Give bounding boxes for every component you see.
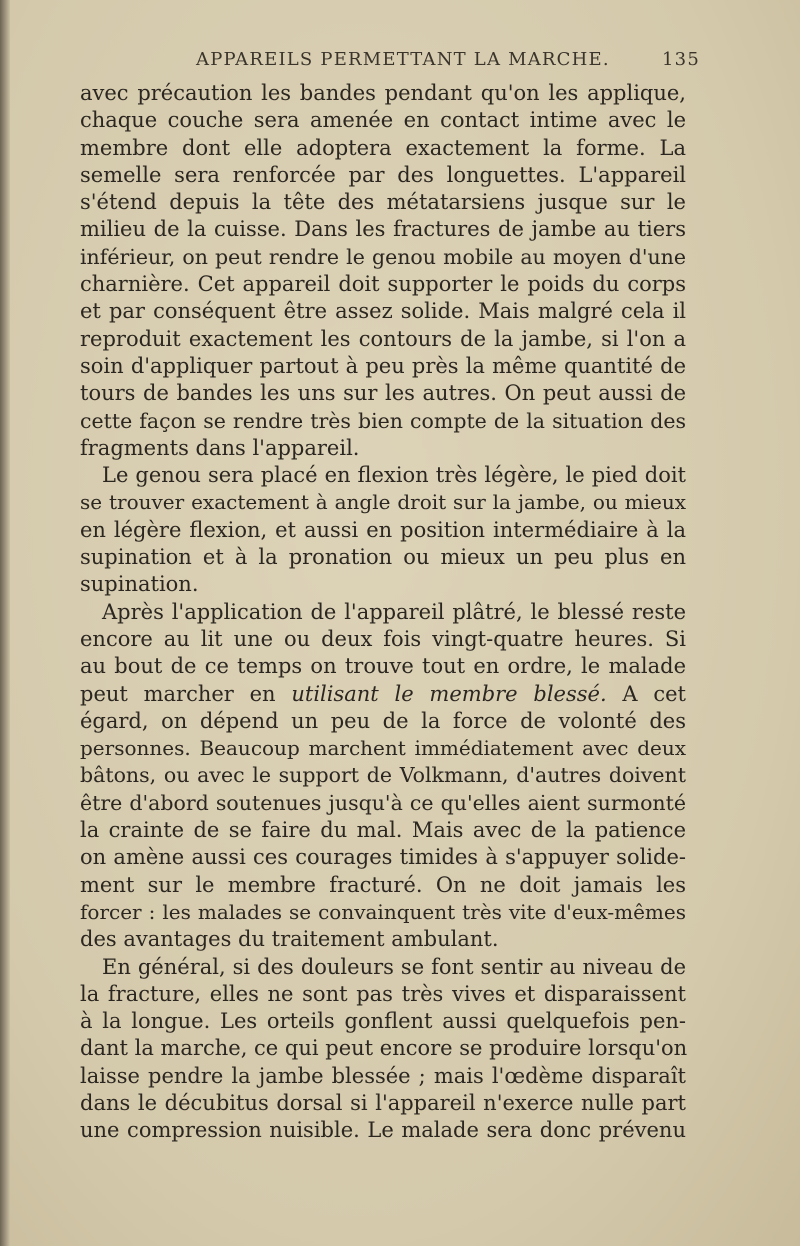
text-line: forcer : les malades se convainquent très vite d'eux-mêmes — [80, 899, 686, 924]
text-line: supination et à la pronation ou mieux un peu plus en — [80, 545, 686, 570]
text-line: et par conséquent être assez solide. Mais malgré cela il — [80, 299, 686, 324]
text-line: avec précaution les bandes pendant qu'on les applique, — [80, 81, 686, 105]
text-line: supination. — [80, 572, 199, 597]
text-line: Le genou sera placé en flexion très légère, le pied doit — [102, 463, 686, 488]
text-line: se trouver exactement à angle droit sur la jambe, ou mieux — [80, 490, 686, 515]
text-line: à la longue. Les orteils gonflent aussi quelquefois pen- — [80, 1009, 686, 1034]
text-line: cette façon se rendre très bien compte de la situation des — [80, 408, 686, 433]
text-fragment: A cet — [622, 681, 686, 706]
text-line: reproduit exactement les contours de la jambe, si l'on a — [80, 326, 686, 351]
text-line: tours de bandes les uns sur les autres. On peut aussi de — [80, 381, 686, 406]
text-line: la crainte de se faire du mal. Mais avec de la patience — [80, 818, 686, 843]
text-line: encore au lit une ou deux fois vingt-quatre heures. Si — [80, 626, 686, 651]
text-line: en légère flexion, et aussi en position intermédiaire à la — [80, 517, 686, 542]
text-line-with-emphasis — [80, 681, 686, 708]
page-binding-edge — [0, 0, 10, 1246]
body-text — [80, 80, 686, 1145]
text-line: ment sur le membre fracturé. On ne doit jamais les — [80, 872, 686, 897]
running-title: APPAREILS PERMETTANT LA MARCHE. — [196, 49, 610, 70]
text-line: bâtons, ou avec le support de Volkmann, d'autres doivent — [80, 763, 686, 788]
text-line: des avantages du traitement ambulant. — [80, 927, 499, 952]
text-line: être d'abord soutenues jusqu'à ce qu'elles aient surmonté — [80, 790, 686, 815]
text-line: laisse pendre la jambe blessée ; mais l'œdème disparaît — [80, 1063, 686, 1088]
text-line: égard, on dépend un peu de la force de volonté des — [80, 708, 686, 733]
text-line: inférieur, on peut rendre le genou mobile au moyen d'une — [80, 244, 686, 269]
text-line: une compression nuisible. Le malade sera donc prévenu — [80, 1118, 686, 1143]
text-fragment: peut marcher en — [80, 681, 276, 706]
text-line: Après l'application de l'appareil plâtré, le blessé reste — [102, 599, 686, 624]
text-line: on amène aussi ces courages timides à s'appuyer solide- — [80, 845, 686, 870]
text-line: chaque couche sera amenée en contact intime avec le — [80, 108, 686, 133]
text-line: milieu de la cuisse. Dans les fractures de jambe au tiers — [80, 217, 686, 242]
text-line: s'étend depuis la tête des métatarsiens jusque sur le — [80, 190, 686, 215]
text-line: soin d'appliquer partout à peu près la même quantité de — [80, 353, 686, 378]
text-line: personnes. Beaucoup marchent immédiatement avec deux — [80, 736, 686, 761]
text-line: dans le décubitus dorsal si l'appareil n'exerce nulle part — [80, 1090, 686, 1115]
text-line: au bout de ce temps on trouve tout en ordre, le malade — [80, 654, 686, 679]
emphasis-text: utilisant le membre blessé. — [291, 681, 607, 706]
text-line: En général, si des douleurs se font sentir au niveau de — [102, 954, 686, 979]
text-line: charnière. Cet appareil doit supporter le poids du corps — [80, 272, 686, 297]
text-line: dant la marche, ce qui peut encore se produire lorsqu'on — [80, 1036, 688, 1061]
text-line: membre dont elle adoptera exactement la forme. La — [80, 135, 686, 160]
text-line: la fracture, elles ne sont pas très vives et disparaissent — [80, 981, 686, 1006]
page-number: 135 — [662, 49, 700, 70]
text-line: fragments dans l'appareil. — [80, 435, 360, 460]
text-line: semelle sera renforcée par des longuettes. L'appareil — [80, 162, 686, 187]
